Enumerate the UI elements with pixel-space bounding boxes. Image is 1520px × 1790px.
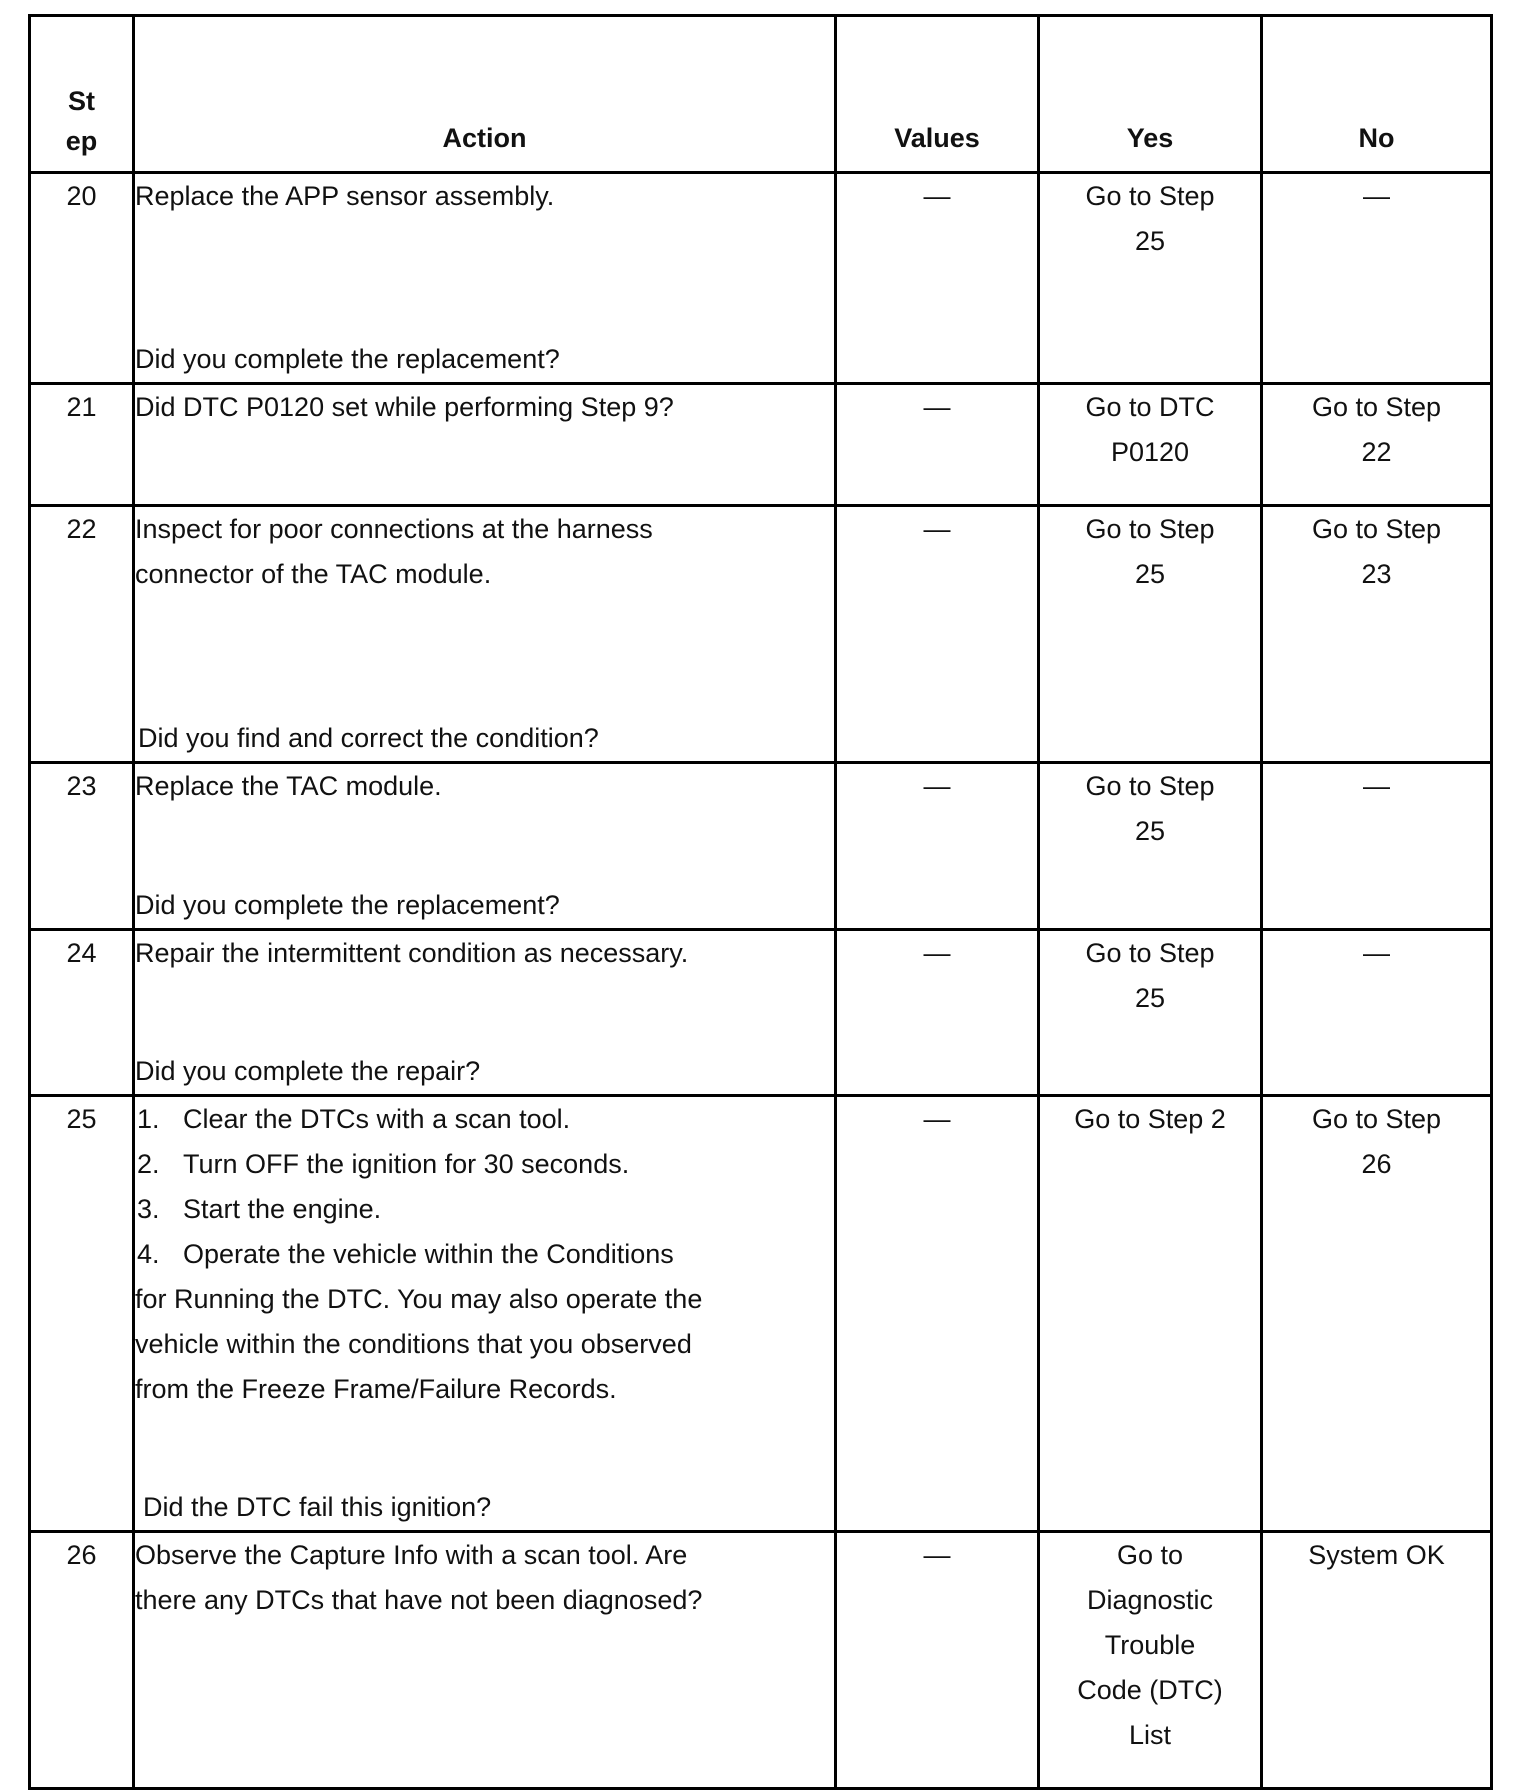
values-cell: — <box>836 930 1039 1096</box>
action-cell <box>134 763 836 930</box>
no-cell <box>1262 384 1492 506</box>
action-cell <box>134 1096 836 1532</box>
yes-text: Go to DTC P0120 <box>1085 392 1215 467</box>
step-number: 26 <box>30 1532 134 1789</box>
table-row <box>30 763 1492 930</box>
no-cell: System OK <box>1262 1532 1492 1789</box>
header-yes: Yes <box>1039 16 1262 173</box>
header-no: No <box>1262 16 1492 173</box>
table-row <box>30 384 1492 506</box>
no-text: Go to Step 23 <box>1311 514 1442 589</box>
list-item: 2. Turn OFF the ignition for 30 seconds. <box>137 1149 630 1179</box>
action-cell <box>134 384 836 506</box>
table-row <box>30 1096 1492 1532</box>
step-number: 24 <box>30 930 134 1096</box>
action-text: Replace the TAC module. <box>135 771 442 801</box>
yes-cell <box>1039 763 1262 930</box>
yes-cell <box>1039 506 1262 763</box>
table-row <box>30 930 1492 1096</box>
action-cell <box>134 930 836 1096</box>
header-values: Values <box>836 16 1039 173</box>
yes-cell: Go to Step 2 <box>1039 1096 1262 1532</box>
no-cell: — <box>1262 763 1492 930</box>
action-cell <box>134 173 836 384</box>
yes-cell <box>1039 930 1262 1096</box>
yes-text: Go to Diagnostic Trouble Code (DTC) List <box>1077 1540 1223 1750</box>
action-cell <box>134 1532 836 1789</box>
yes-text: Go to Step 25 <box>1085 771 1215 846</box>
table-row <box>30 506 1492 763</box>
yes-text: Go to Step 25 <box>1085 181 1215 256</box>
no-cell <box>1262 506 1492 763</box>
yes-text: Go to Step 25 <box>1085 514 1215 589</box>
step-number: 25 <box>30 1096 134 1532</box>
step-number: 22 <box>30 506 134 763</box>
yes-text: Go to Step 25 <box>1085 938 1215 1013</box>
action-text: Observe the Capture Info with a scan tool. Are there any DTCs that have not been diagnosed? <box>135 1540 703 1615</box>
action-question: Did you complete the replacement? <box>135 890 560 920</box>
action-question: Did you complete the replacement? <box>135 344 560 374</box>
no-cell <box>1262 1096 1492 1532</box>
action-text: Repair the intermittent condition as necessary. <box>135 938 689 968</box>
action-question: Did the DTC fail this ignition? <box>143 1492 492 1522</box>
yes-cell <box>1039 384 1262 506</box>
list-item: 4. Operate the vehicle within the Conditions <box>137 1239 674 1269</box>
table-row <box>30 173 1492 384</box>
step-number: 20 <box>30 173 134 384</box>
list-item: 3. Start the engine. <box>137 1194 382 1224</box>
values-cell: — <box>836 763 1039 930</box>
yes-cell <box>1039 173 1262 384</box>
no-cell: — <box>1262 930 1492 1096</box>
action-text: Did DTC P0120 set while performing Step 9? <box>135 392 674 422</box>
step-number: 21 <box>30 384 134 506</box>
values-cell: — <box>836 1096 1039 1532</box>
action-question: Did you find and correct the condition? <box>138 723 599 753</box>
values-cell: — <box>836 384 1039 506</box>
no-cell: — <box>1262 173 1492 384</box>
procedure-list <box>135 1097 834 1277</box>
values-cell: — <box>836 1532 1039 1789</box>
no-text: Go to Step 26 <box>1311 1104 1442 1179</box>
action-text: Inspect for poor connections at the harness connector of the TAC module. <box>135 514 653 589</box>
table-header-row <box>30 16 1492 173</box>
header-step: St ep <box>30 16 134 173</box>
step-number: 23 <box>30 763 134 930</box>
header-action: Action <box>134 16 836 173</box>
values-cell: — <box>836 506 1039 763</box>
yes-cell <box>1039 1532 1262 1789</box>
action-text: for Running the DTC. You may also operate the vehicle within the conditions that you observed from the Freeze Frame/Failure Records. <box>135 1284 703 1404</box>
diagnostic-table <box>28 14 1493 1790</box>
table-row <box>30 1532 1492 1789</box>
list-item: 1. Clear the DTCs with a scan tool. <box>137 1104 571 1134</box>
values-cell: — <box>836 173 1039 384</box>
action-question: Did you complete the repair? <box>135 1056 481 1086</box>
no-text: Go to Step 22 <box>1311 392 1442 467</box>
action-text: Replace the APP sensor assembly. <box>135 181 555 211</box>
action-cell <box>134 506 836 763</box>
